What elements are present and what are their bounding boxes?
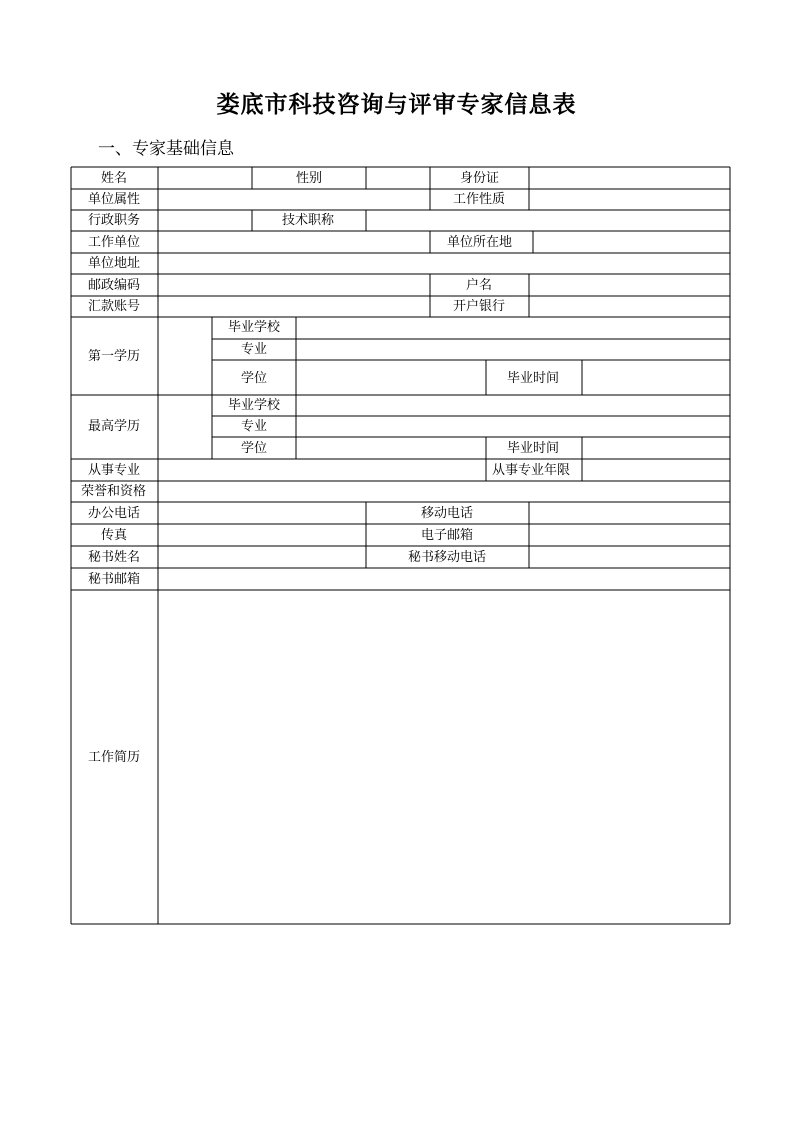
- label-grad-time-2: 毕业时间: [507, 441, 560, 456]
- section-heading: 一、专家基础信息: [98, 139, 234, 159]
- label-field-years: 从事专业年限: [492, 463, 571, 478]
- label-work-history: 工作简历: [88, 750, 141, 765]
- label-unit-attr: 单位属性: [88, 192, 141, 207]
- label-highest-degree: 最高学历: [88, 419, 141, 434]
- label-secretary-name: 秘书姓名: [88, 550, 141, 565]
- label-fax: 传真: [101, 528, 128, 543]
- label-secretary-mobile: 秘书移动电话: [408, 550, 487, 565]
- label-work-unit: 工作单位: [88, 235, 141, 250]
- label-grad-school-1: 毕业学校: [228, 320, 281, 335]
- label-gender: 性别: [296, 171, 323, 186]
- label-unit-location: 单位所在地: [447, 235, 513, 250]
- label-first-degree: 第一学历: [88, 349, 141, 364]
- label-remit-account: 汇款账号: [88, 299, 141, 314]
- label-major-2: 专业: [241, 419, 268, 434]
- label-admin-post: 行政职务: [88, 213, 141, 228]
- label-grad-school-2: 毕业学校: [228, 398, 281, 413]
- label-field: 从事专业: [88, 463, 141, 478]
- label-honors: 荣誉和资格: [81, 484, 147, 499]
- label-grad-time-1: 毕业时间: [507, 371, 560, 386]
- label-email: 电子邮箱: [421, 528, 474, 543]
- label-tech-title: 技术职称: [282, 213, 335, 228]
- label-degree-2: 学位: [241, 441, 268, 456]
- label-bank: 开户银行: [453, 299, 506, 314]
- label-id-card: 身份证: [460, 171, 500, 186]
- label-unit-address: 单位地址: [88, 256, 141, 271]
- label-degree-1: 学位: [241, 371, 268, 386]
- label-major-1: 专业: [241, 342, 268, 357]
- label-secretary-email: 秘书邮箱: [88, 572, 141, 587]
- label-name: 姓名: [101, 171, 128, 186]
- label-work-nature: 工作性质: [453, 192, 506, 207]
- label-office-phone: 办公电话: [88, 506, 141, 521]
- label-postcode: 邮政编码: [88, 278, 141, 293]
- form-title: 娄底市科技咨询与评审专家信息表: [216, 91, 577, 118]
- label-mobile: 移动电话: [421, 506, 474, 521]
- label-account-name: 户名: [466, 278, 493, 293]
